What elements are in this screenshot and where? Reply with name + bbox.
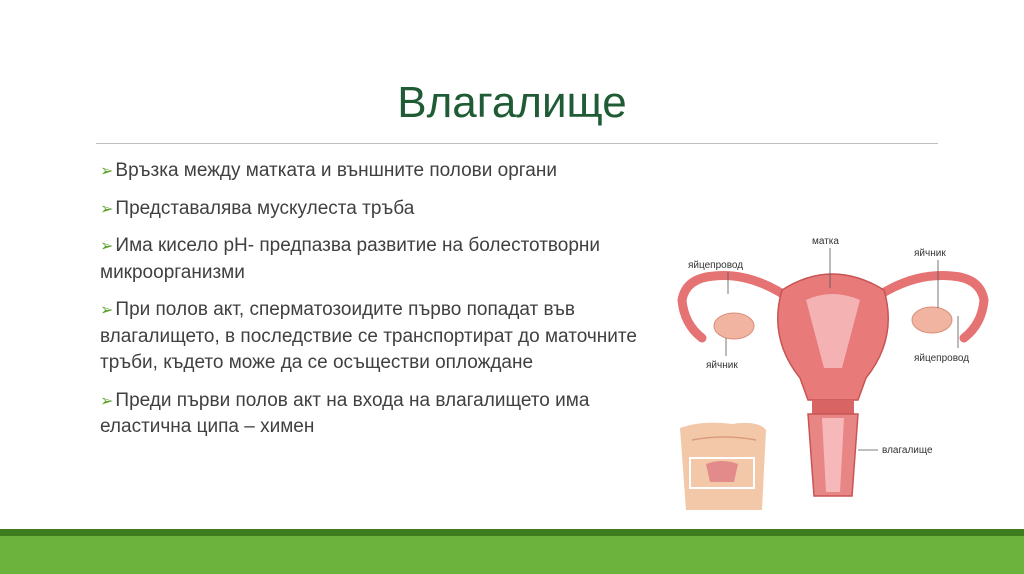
footer-band [0,536,1024,574]
bullet-item [92,297,652,377]
bullet-text: При полов акт, сперматозоидите първо попадат във влагалището, в последствие се транспортират до маточните тръби, където може да се осъществи оплождане [100,299,637,373]
footer-stripe-dark [0,529,1024,536]
label-fallopian-tube-left: яйцепровод [688,260,744,271]
anatomy-diagram [662,228,1002,518]
torso-inset-image [680,423,766,510]
bullet-text: Има кисело рН- предпазва развитие на болестотворни микроорганизми [100,235,601,283]
bullet-item [92,196,652,223]
arrow-bullet-icon: ➢ [100,198,114,218]
label-fallopian-tube-right: яйцепровод [914,353,970,364]
bullet-item [92,233,652,286]
bullet-text: Представалява мускулеста тръба [115,197,415,219]
bullet-item [92,158,652,185]
bullet-list [92,158,652,452]
bullet-item [92,388,652,441]
label-vagina: влагалище [882,445,933,456]
label-ovary-right: яйчник [914,248,946,259]
label-ovary-left: яйчник [706,360,738,371]
bullet-text: Преди първи полов акт на входа на влагалището има еластична ципа – химен [100,389,590,437]
bullet-text: Връзка между матката и външните полови органи [115,160,557,181]
arrow-bullet-icon: ➢ [100,236,114,255]
arrow-bullet-icon: ➢ [100,300,114,319]
arrow-bullet-icon: ➢ [100,390,114,410]
label-uterus: матка [812,236,839,247]
arrow-bullet-icon: ➢ [100,161,114,180]
title-divider [96,143,938,144]
slide-title: Влагалище [397,78,627,127]
